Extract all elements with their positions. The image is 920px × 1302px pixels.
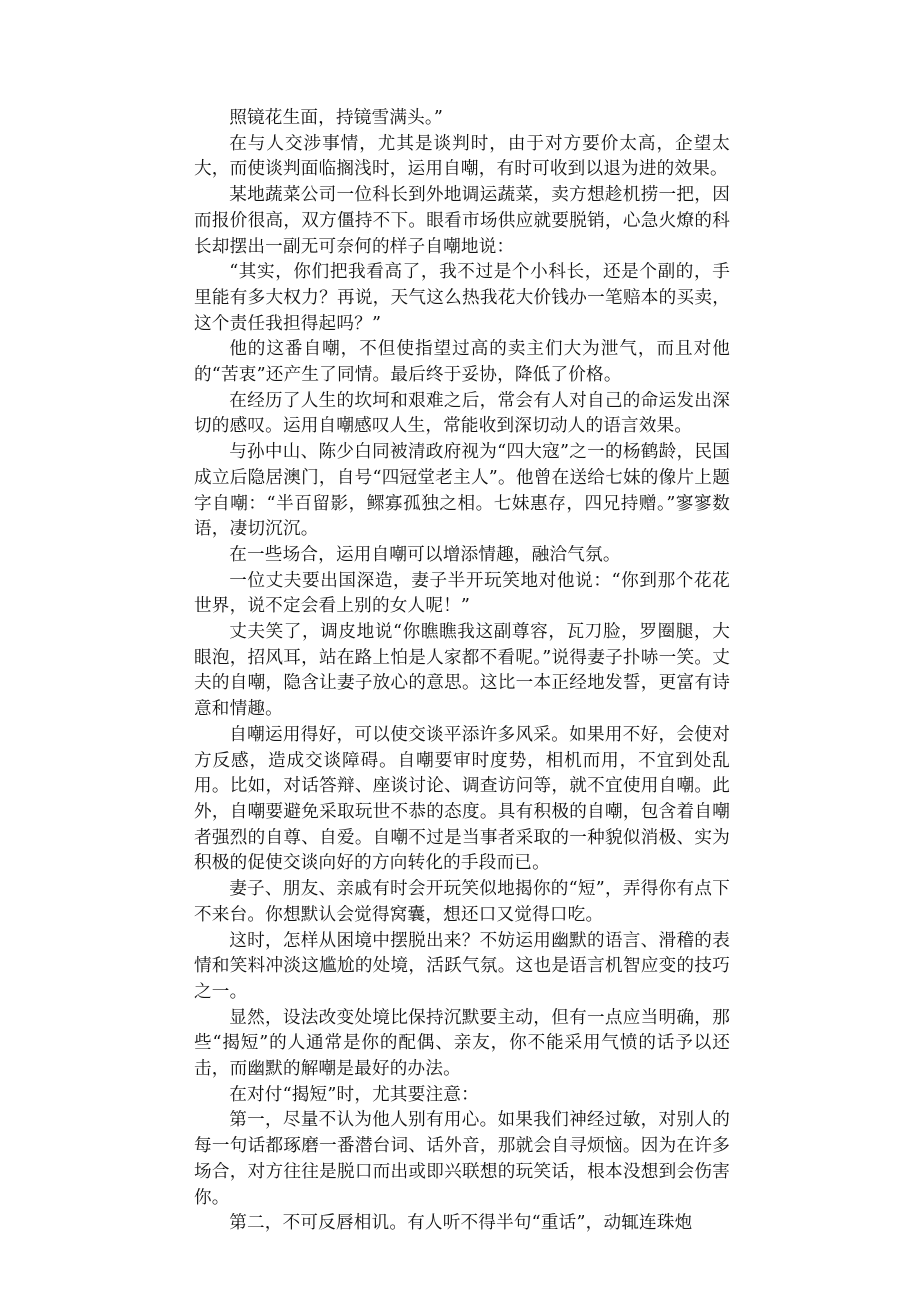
- paragraph: “其实，你们把我看高了，我不过是个小科长，还是个副的，手里能有多大权力？再说，天气这么热我花大价钱办一笔赔本的买卖，这个责任我担得起吗？”: [194, 262, 730, 334]
- paragraph: 某地蔬菜公司一位科长到外地调运蔬菜，卖方想趁机捞一把，因而报价很高，双方僵持不下。眼看市场供应就要脱销，心急火燎的科长却摆出一副无可奈何的样子自嘲地说：: [194, 185, 730, 257]
- paragraph: 丈夫笑了，调皮地说“你瞧瞧我这副尊容，瓦刀脸，罗圈腿，大眼泡，招风耳，站在路上怕是人家都不看呢。”说得妻子扑哧一笑。丈夫的自嘲，隐含让妻子放心的意思。这比一本正经地发誓，更富有诗意和情趣。: [194, 622, 730, 720]
- paragraph: 在对付“揭短”时，尤其要注意：: [229, 1084, 479, 1105]
- paragraph: 他的这番自嘲，不但使指望过高的卖主们大为泄气，而且对他的“苦衷”还产生了同情。最后终于妥协，降低了价格。: [194, 339, 730, 386]
- paragraph: 自嘲运用得好，可以使交谈平添许多风采。如果用不好，会使对方反感，造成交谈障碍。自嘲要审时度势，相机而用，不宜到处乱用。比如，对话答辩、座谈讨论、调查访问等，就不宜使用自嘲。此外，自嘲要避免采取玩世不恭的态度。具有积极的自嘲，包含着自嘲者强烈的自尊、自爱。自嘲不过是当事者采取的一种貌似消极、实为积极的促使交谈向好的方向转化的手段而已。: [194, 724, 730, 874]
- document-body: [194, 106, 730, 1237]
- paragraph: 一位丈夫要出国深造，妻子半开玩笑地对他说：“你到那个花花世界，说不定会看上别的女人呢！”: [194, 570, 730, 617]
- paragraph: 与孙中山、陈少白同被清政府视为“四大寇”之一的杨鹤龄，民国成立后隐居澳门，自号“四冠堂老主人”。他曾在送给七妹的像片上题字自嘲：“半百留影，鳏寡孤独之相。七妹惠存，四兄持赠。”寥寥数语，凄切沉沉。: [194, 442, 730, 540]
- paragraph: 显然，设法改变处境比保持沉默要主动，但有一点应当明确，那些“揭短”的人通常是你的配偶、亲友，你不能采用气愤的话予以还击，而幽默的解嘲是最好的办法。: [194, 1007, 730, 1080]
- paragraph: 在一些场合，运用自嘲可以增添情趣，融洽气氛。: [229, 544, 621, 565]
- paragraph: 第二，不可反唇相讥。有人听不得半句“重话”，动辄连珠炮: [229, 1213, 693, 1234]
- paragraph: 在经历了人生的坎坷和艰难之后，常会有人对自己的命运发出深切的感叹。运用自嘲感叹人生，常能收到深切动人的语言效果。: [194, 390, 730, 437]
- paragraph: 第一，尽量不认为他人别有用心。如果我们神经过敏，对别人的每一句话都琢磨一番潜台词、话外音，那就会自寻烦恼。因为在许多场合，对方往往是脱口而出或即兴联想的玩笑话，根本没想到会伤害你。: [194, 1110, 730, 1208]
- paragraph: 这时，怎样从困境中摆脱出来？不妨运用幽默的语言、滑稽的表情和笑料冲淡这尴尬的处境，活跃气氛。这也是语言机智应变的技巧之一。: [194, 930, 730, 1002]
- paragraph: 妻子、朋友、亲戚有时会开玩笑似地揭你的“短”，弄得你有点下不来台。你想默认会觉得窝囊，想还口又觉得口吃。: [194, 879, 730, 925]
- paragraph: 照镜花生面，持镜雪满头。”: [229, 108, 444, 128]
- paragraph: 在与人交涉事情，尤其是谈判时，由于对方要价太高，企望太大，而使谈判面临搁浅时，运用自嘲，有时可收到以退为进的效果。: [194, 133, 730, 180]
